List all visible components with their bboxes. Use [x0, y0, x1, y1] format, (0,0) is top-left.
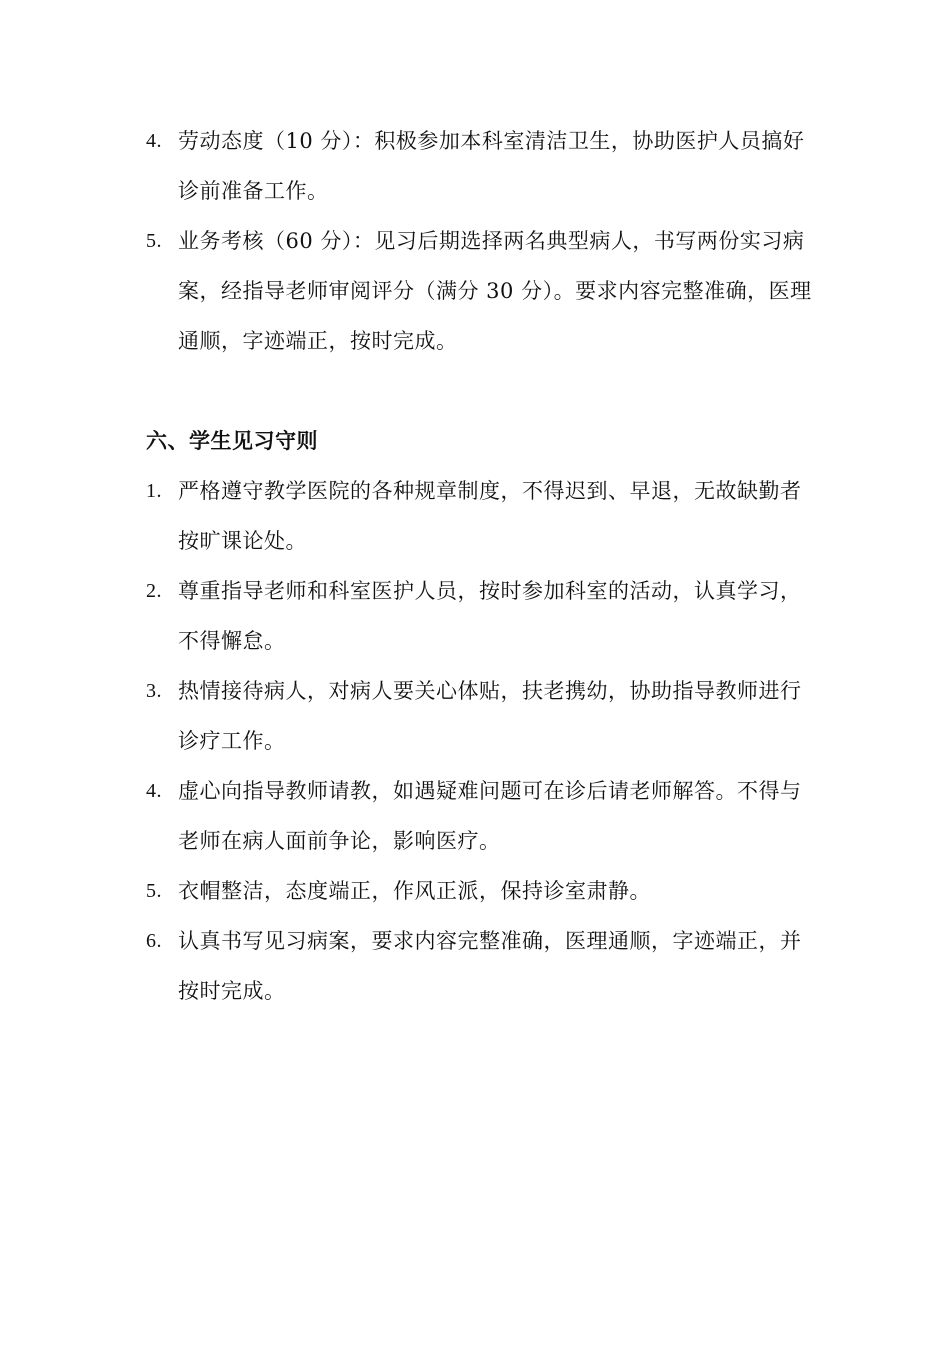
section-heading: 六、学生见习守则	[146, 428, 318, 453]
item-text: 严格遵守教学医院的各种规章制度，不得迟到、早退，无故缺勤者按旷课论处。	[178, 479, 802, 553]
list-item	[146, 766, 816, 866]
list-item	[146, 916, 816, 1016]
list-item	[146, 216, 816, 366]
item-number: 6.	[146, 930, 162, 952]
item-text: 认真书写见习病案，要求内容完整准确，医理通顺，字迹端正，并按时完成。	[178, 929, 802, 1003]
assessment-items-continued	[146, 116, 816, 366]
item-number: 5.	[146, 230, 162, 252]
item-number: 2.	[146, 580, 162, 602]
list-item	[146, 666, 816, 766]
item-number: 3.	[146, 680, 162, 702]
item-number: 1.	[146, 480, 162, 502]
item-text: 虚心向指导教师请教，如遇疑难问题可在诊后请老师解答。不得与老师在病人面前争论，影响医疗。	[178, 779, 802, 853]
item-text: 热情接待病人，对病人要关心体贴，扶老携幼，协助指导教师进行诊疗工作。	[178, 679, 802, 753]
item-text: 衣帽整洁，态度端正，作风正派，保持诊室肃静。	[178, 879, 651, 903]
item-number: 5.	[146, 880, 162, 902]
student-rules-section	[146, 416, 816, 1016]
list-item	[146, 116, 816, 216]
list-item	[146, 866, 816, 916]
item-text: 尊重指导老师和科室医护人员，按时参加科室的活动，认真学习，不得懈怠。	[178, 579, 802, 653]
item-text: 劳动态度（10 分）：积极参加本科室清洁卫生，协助医护人员搞好诊前准备工作。	[178, 129, 805, 203]
item-text: 业务考核（60 分）：见习后期选择两名典型病人，书写两份实习病案，经指导老师审阅评分（满分 30 分）。要求内容完整准确，医理通顺，字迹端正，按时完成。	[178, 229, 812, 353]
item-number: 4.	[146, 780, 162, 802]
list-item	[146, 466, 816, 566]
item-number: 4.	[146, 130, 162, 152]
list-item	[146, 566, 816, 666]
